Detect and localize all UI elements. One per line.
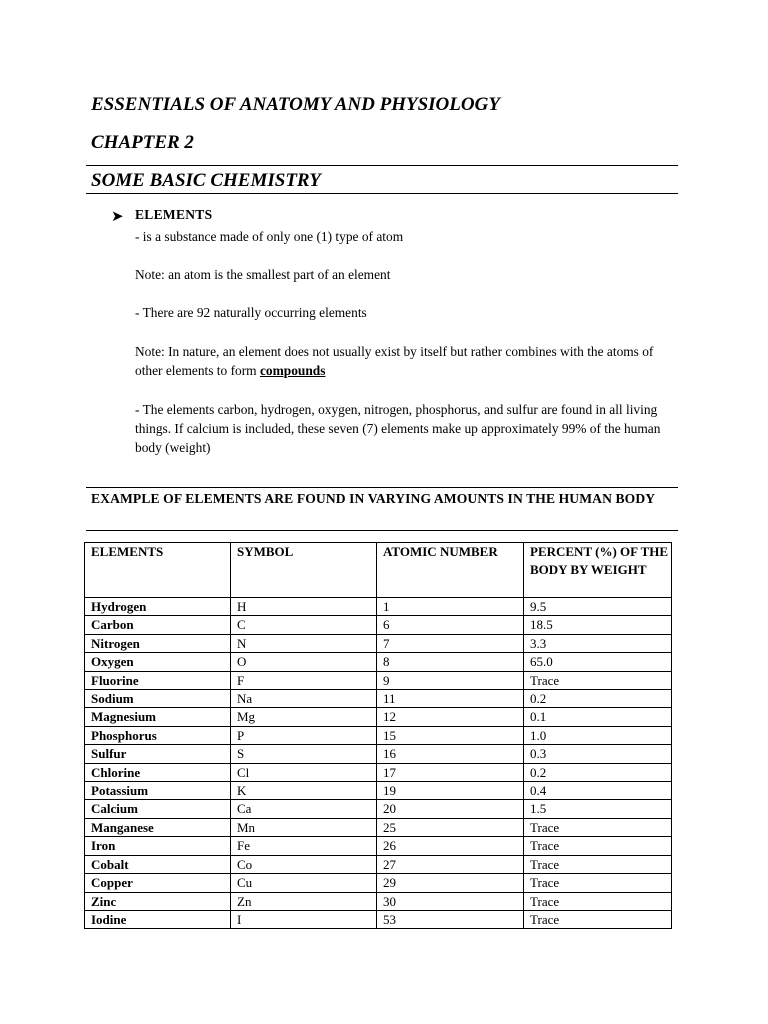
section-title: SOME BASIC CHEMISTRY xyxy=(91,170,321,191)
table-body xyxy=(85,598,672,929)
element-name-cell: Cobalt xyxy=(85,855,231,873)
percent-weight-cell: Trace xyxy=(524,818,672,836)
element-name-cell: Sulfur xyxy=(85,745,231,763)
element-symbol-cell: Co xyxy=(231,855,377,873)
element-symbol-cell: H xyxy=(231,598,377,616)
percent-weight-cell: 9.5 xyxy=(524,598,672,616)
element-name-cell: Copper xyxy=(85,874,231,892)
compounds-keyword: compounds xyxy=(259,363,326,378)
element-name-cell: Nitrogen xyxy=(85,634,231,652)
percent-weight-cell: 0.4 xyxy=(524,782,672,800)
table-row xyxy=(85,690,672,708)
element-symbol-cell: Na xyxy=(231,690,377,708)
table-row xyxy=(85,726,672,744)
element-symbol-cell: Cl xyxy=(231,763,377,781)
table-title-rule-top xyxy=(86,487,678,488)
table-row xyxy=(85,818,672,836)
element-name-cell: Phosphorus xyxy=(85,726,231,744)
element-name-cell: Sodium xyxy=(85,690,231,708)
header-atomic-number: ATOMIC NUMBER xyxy=(377,543,524,598)
atomic-number-cell: 17 xyxy=(377,763,524,781)
percent-weight-cell: Trace xyxy=(524,837,672,855)
atomic-number-cell: 16 xyxy=(377,745,524,763)
element-name-cell: Fluorine xyxy=(85,671,231,689)
element-name-cell: Iodine xyxy=(85,910,231,928)
table-row xyxy=(85,763,672,781)
elements-table xyxy=(84,542,672,929)
table-title-rule-bottom xyxy=(86,530,678,531)
elements-definition: - is a substance made of only one (1) type of atom xyxy=(135,229,404,244)
element-name-cell: Magnesium xyxy=(85,708,231,726)
percent-weight-cell: 18.5 xyxy=(524,616,672,634)
element-symbol-cell: F xyxy=(231,671,377,689)
atomic-number-cell: 6 xyxy=(377,616,524,634)
percent-weight-cell: 0.1 xyxy=(524,708,672,726)
percent-weight-cell: 1.0 xyxy=(524,726,672,744)
table-row xyxy=(85,782,672,800)
element-name-cell: Carbon xyxy=(85,616,231,634)
element-symbol-cell: Cu xyxy=(231,874,377,892)
element-name-cell: Calcium xyxy=(85,800,231,818)
arrow-bullet-icon: ➤ xyxy=(111,209,124,225)
table-row xyxy=(85,910,672,928)
percent-weight-cell: Trace xyxy=(524,671,672,689)
element-symbol-cell: Mn xyxy=(231,818,377,836)
table-row xyxy=(85,892,672,910)
atomic-number-cell: 11 xyxy=(377,690,524,708)
header-percent-weight: PERCENT (%) OF THE BODY BY WEIGHT xyxy=(524,543,672,598)
percent-weight-cell: 3.3 xyxy=(524,634,672,652)
elements-term: ELEMENTS xyxy=(135,207,213,222)
table-row xyxy=(85,598,672,616)
table-header-row xyxy=(85,543,672,598)
percent-weight-cell: Trace xyxy=(524,874,672,892)
section-rule-top xyxy=(86,165,678,166)
element-symbol-cell: P xyxy=(231,726,377,744)
element-name-cell: Manganese xyxy=(85,818,231,836)
note-atom: Note: an atom is the smallest part of an element xyxy=(135,267,391,282)
element-name-cell: Zinc xyxy=(85,892,231,910)
percent-weight-cell: 0.3 xyxy=(524,745,672,763)
percent-weight-cell: Trace xyxy=(524,910,672,928)
percent-weight-cell: 65.0 xyxy=(524,653,672,671)
table-row xyxy=(85,616,672,634)
book-title: ESSENTIALS OF ANATOMY AND PHYSIOLOGY xyxy=(91,94,500,115)
element-symbol-cell: C xyxy=(231,616,377,634)
element-symbol-cell: Mg xyxy=(231,708,377,726)
table-title: EXAMPLE OF ELEMENTS ARE FOUND IN VARYING AMOUNTS IN THE HUMAN BODY xyxy=(91,491,656,506)
atomic-number-cell: 9 xyxy=(377,671,524,689)
atomic-number-cell: 12 xyxy=(377,708,524,726)
element-symbol-cell: K xyxy=(231,782,377,800)
table-row xyxy=(85,800,672,818)
atomic-number-cell: 1 xyxy=(377,598,524,616)
element-symbol-cell: I xyxy=(231,910,377,928)
percent-weight-cell: 0.2 xyxy=(524,690,672,708)
table-row xyxy=(85,653,672,671)
atomic-number-cell: 30 xyxy=(377,892,524,910)
atomic-number-cell: 15 xyxy=(377,726,524,744)
element-name-cell: Oxygen xyxy=(85,653,231,671)
atomic-number-cell: 26 xyxy=(377,837,524,855)
atomic-number-cell: 19 xyxy=(377,782,524,800)
atomic-number-cell: 20 xyxy=(377,800,524,818)
element-name-cell: Hydrogen xyxy=(85,598,231,616)
atomic-number-cell: 25 xyxy=(377,818,524,836)
header-elements: ELEMENTS xyxy=(85,543,231,598)
table-row xyxy=(85,745,672,763)
living-things-paragraph: - The elements carbon, hydrogen, oxygen, nitrogen, phosphorus, and sulfur are found in all living things. If calcium is included, these seven (7) elements make up approximately 99% of the human body (weight) xyxy=(135,402,661,455)
element-symbol-cell: Fe xyxy=(231,837,377,855)
percent-weight-cell: Trace xyxy=(524,892,672,910)
chapter-heading: CHAPTER 2 xyxy=(91,132,194,153)
element-name-cell: Chlorine xyxy=(85,763,231,781)
element-name-cell: Potassium xyxy=(85,782,231,800)
percent-weight-cell: Trace xyxy=(524,855,672,873)
element-symbol-cell: Ca xyxy=(231,800,377,818)
atomic-number-cell: 8 xyxy=(377,653,524,671)
header-symbol: SYMBOL xyxy=(231,543,377,598)
section-rule-bottom xyxy=(86,193,678,194)
element-symbol-cell: O xyxy=(231,653,377,671)
note-nature-text: Note: In nature, an element does not usually exist by itself but rather combines with the atoms of other elements to form xyxy=(135,344,654,378)
table-row xyxy=(85,874,672,892)
percent-weight-cell: 1.5 xyxy=(524,800,672,818)
natural-element-count: - There are 92 naturally occurring elements xyxy=(135,305,367,320)
note-nature xyxy=(135,342,675,380)
percent-weight-cell: 0.2 xyxy=(524,763,672,781)
element-name-cell: Iron xyxy=(85,837,231,855)
table-row xyxy=(85,837,672,855)
atomic-number-cell: 7 xyxy=(377,634,524,652)
element-symbol-cell: S xyxy=(231,745,377,763)
atomic-number-cell: 53 xyxy=(377,910,524,928)
table-row xyxy=(85,671,672,689)
element-symbol-cell: Zn xyxy=(231,892,377,910)
atomic-number-cell: 29 xyxy=(377,874,524,892)
atomic-number-cell: 27 xyxy=(377,855,524,873)
table-row xyxy=(85,855,672,873)
table-row xyxy=(85,634,672,652)
element-symbol-cell: N xyxy=(231,634,377,652)
table-row xyxy=(85,708,672,726)
